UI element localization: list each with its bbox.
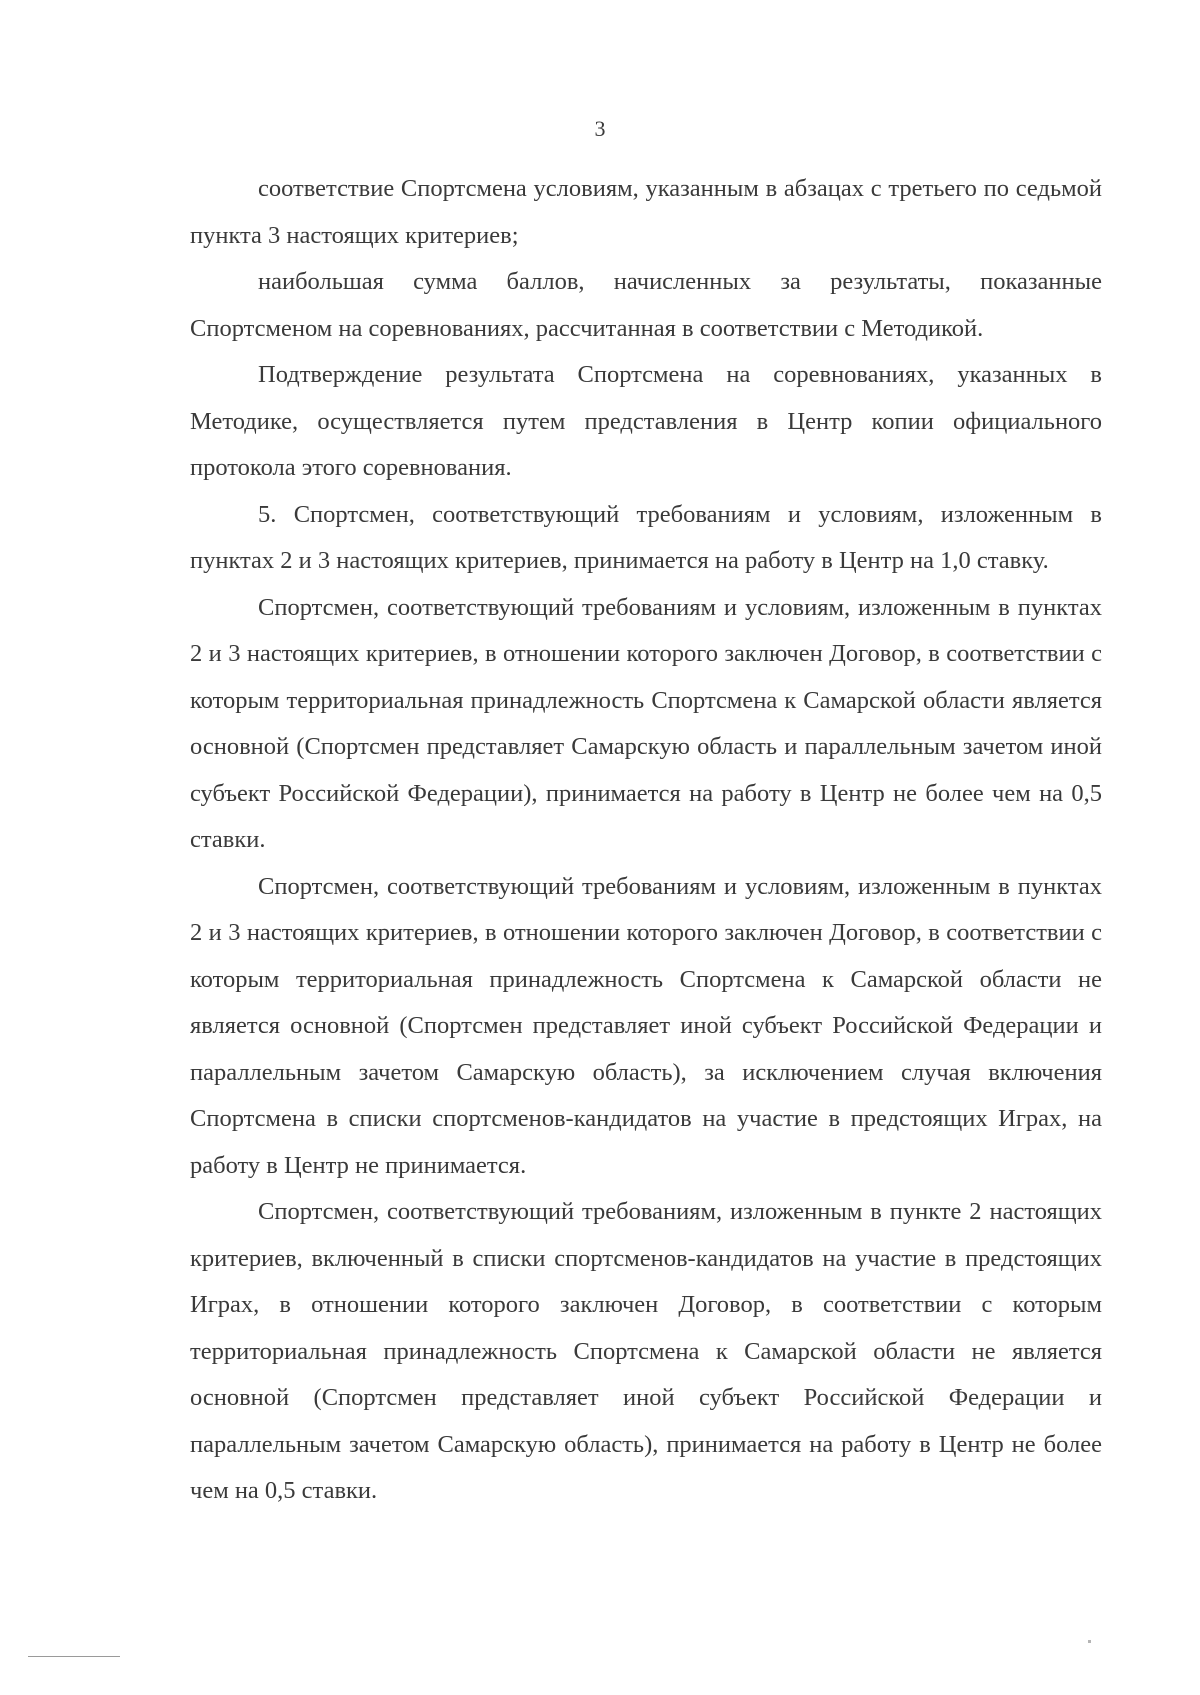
paragraph-highest-score: наибольшая сумма баллов, начисленных за результаты, показанные Спортсменом на соревнованиях, рассчитанная в соответствии с Методикой.	[190, 268, 1102, 342]
page-number: 3	[594, 116, 606, 141]
paragraph-item-5-full-rate: 5. Спортсмен, соответствующий требованиям и условиям, изложенным в пунктах 2 и 3 настоящих критериев, принимается на работу в Центр на 1,0 ставку.	[190, 500, 1102, 574]
document-body	[190, 166, 1102, 1515]
scan-artifact-line	[28, 1656, 120, 1657]
scan-artifact-dot	[1088, 1640, 1091, 1643]
paragraph-non-primary-affiliation: Спортсмен, соответствующий требованиям и условиям, изложенным в пунктах 2 и 3 настоящих критериев, в отношении которого заключен Договор, в соответствии с которым территориальная принадлежность Спортсмена к Самарской области не является основной (Спортсмен представляет иной субъект Российской Федерации и параллельным зачетом Самарскую область), за исключением случая включения Спортсмена в списки спортсменов-кандидатов на участие в предстоящих Играх, на работу в Центр не принимается.	[190, 872, 1102, 1179]
paragraph-result-confirmation: Подтверждение результата Спортсмена на соревнованиях, указанных в Методике, осуществляется путем представления в Центр копии официального протокола этого соревнования.	[190, 361, 1102, 481]
paragraph-athlete-compliance: соответствие Спортсмена условиям, указанным в абзацах с третьего по седьмой пункта 3 настоящих критериев;	[190, 175, 1102, 249]
paragraph-games-candidates: Спортсмен, соответствующий требованиям, изложенным в пункте 2 настоящих критериев, включенный в списки спортсменов-кандидатов на участие в предстоящих Играх, в отношении которого заключен Договор, в соответствии с которым территориальная принадлежность Спортсмена к Самарской области не является основной (Спортсмен представляет иной субъект Российской Федерации и параллельным зачетом Самарскую область), принимается на работу в Центр не более чем на 0,5 ставки.	[190, 1198, 1102, 1504]
paragraph-primary-affiliation: Спортсмен, соответствующий требованиям и условиям, изложенным в пунктах 2 и 3 настоящих критериев, в отношении которого заключен Договор, в соответствии с которым территориальная принадлежность Спортсмена к Самарской области является основной (Спортсмен представляет Самарскую область и параллельным зачетом иной субъект Российской Федерации), принимается на работу в Центр не более чем на 0,5 ставки.	[190, 593, 1102, 853]
